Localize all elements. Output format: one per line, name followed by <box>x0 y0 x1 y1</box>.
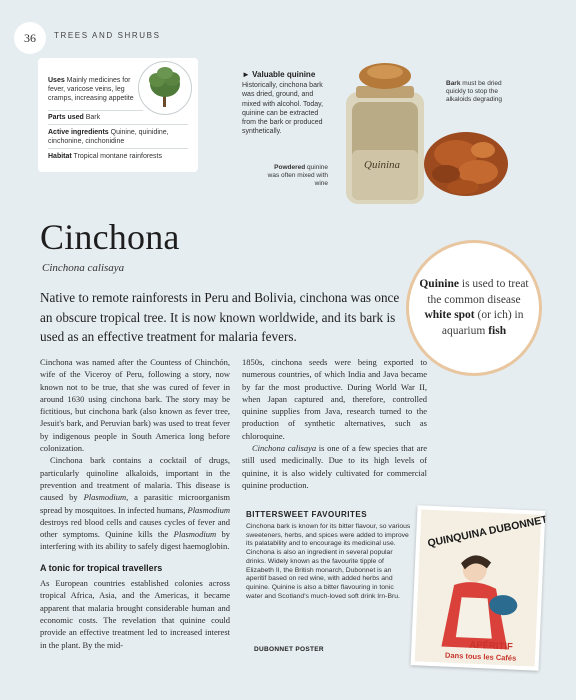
divider <box>48 148 188 149</box>
body-paragraph: As European countries established colonies across tropical Africa, Asia, and the Americas, it became apparent that malaria brought considerable human and economic costs. The revelation that quinine could provide an effective treatment led to increased interest in the plant. By the mid- <box>40 578 230 650</box>
divider <box>48 110 143 111</box>
sidebar-box <box>246 510 412 660</box>
divider <box>48 124 188 125</box>
tree-illustration <box>138 61 192 115</box>
tree-icon <box>139 62 191 114</box>
habitat-row: Habitat Tropical montane rainforests <box>48 153 162 160</box>
quinine-jar <box>346 63 424 204</box>
plant-info-card <box>38 58 198 172</box>
powdered-note: Powdered quinine was often mixed with wine <box>267 164 328 187</box>
active-ingredients-row: Active ingredients Quinine, quinidine, cinchonine, cinchonidine <box>48 129 169 145</box>
intro-paragraph: Native to remote rainforests in Peru and Bolivia, cinchona was once an obscure tropical tree. It is now known worldwide, and its bark is used as an effective treatment for malaria fevers. <box>40 290 400 344</box>
poster-caption: DUBONNET POSTER <box>254 646 324 653</box>
bark-note: Bark must be dried quickly to stop the alkaloids degrading <box>446 80 503 103</box>
dubonnet-poster <box>411 505 546 670</box>
subheading: A tonic for tropical travellers <box>40 562 163 573</box>
body-column-left <box>40 356 230 651</box>
uses-row: Uses Mainly medicines for fever, varicose veins, leg cramps, increasing appetite <box>48 77 134 102</box>
bark-pile <box>424 132 508 196</box>
sidebar-title: BITTERSWEET FAVOURITES <box>246 510 368 519</box>
page-title: Cinchona <box>40 217 180 257</box>
pull-quote: Quinine is used to treat the common disease white spot (or ich) in aquarium fish <box>419 278 529 337</box>
body-paragraph: Cinchona bark contains a cocktail of drugs, particularly quinoline alkaloids, important in the prevention and treatment of malaria. This disease is caused by Plasmodium, a parasitic microorganism spread by mosquitoes. In infected humans, Plasmodium destroys red blood cells and causes cycles of fever and other symptoms. Quinine kills the Plasmodium by interfering with its ability to safely digest haemoglobin. <box>40 455 231 552</box>
sidebar-body: Cinchona bark is known for its bitter flavour, so various sweeteners, herbs, and spices were added to improve its palatability and to encourage its medicinal use. Cinchona is also an ingredient in several popular drinks. Widely known as the favourite tipple of Elizabeth II, the British monarch, Dubonnet is an aperitif based on red wine, with added herbs and quinine. Quinine is also a bitter flavouring in tonic water and Scotland's much-loved soft drink Irn-Bru. <box>246 523 411 600</box>
body-paragraph: Cinchona calisaya is one of a few species that are still used medicinally. Due to its high levels of quinine, it is also widely cultivated for commercial quinine production. <box>242 443 427 490</box>
parts-row: Parts used Bark <box>48 114 101 121</box>
poster-headline: QUINQUINA DUBONNET <box>426 513 546 550</box>
jar-label: Quinina <box>364 159 401 171</box>
body-paragraph: 1850s, cinchona seeds were being exported to numerous countries, of which India and Java became by far the most productive. During World War II, when Japan captured and, therefore, controlled quinine supplies from Java, research turned to the production of synthetic alternatives, such as chloroquine. <box>242 357 427 441</box>
body-column-right <box>242 356 427 491</box>
poster-tagline: Dans tous les Cafés <box>444 650 517 663</box>
species-name: Cinchona calisaya <box>42 262 125 274</box>
body-paragraph: Cinchona was named after the Countess of Chinchón, wife of the Viceroy of Peru, following a story, now known not to be true, that she was cured of fever in around 1630 using cinchona bark. The story may be fictitious, but cinchona bark (also known as fever tree, Jesuit's bark, and Peruvian bark) was used to treat fever by indigenous people in South America long before colonization. <box>40 357 230 454</box>
poster-aperitif: APÉRITIF <box>469 639 513 653</box>
section-title: TREES AND SHRUBS <box>54 31 161 40</box>
feature-body: Historically, cinchona bark was dried, ground, and mixed with alcohol. Today, quinine can be extracted from the bark or produced synthetically. <box>242 82 324 136</box>
feature-title: ► Valuable quinine <box>242 70 316 79</box>
poster-illustration <box>411 505 546 670</box>
page-number: 36 <box>14 22 46 54</box>
